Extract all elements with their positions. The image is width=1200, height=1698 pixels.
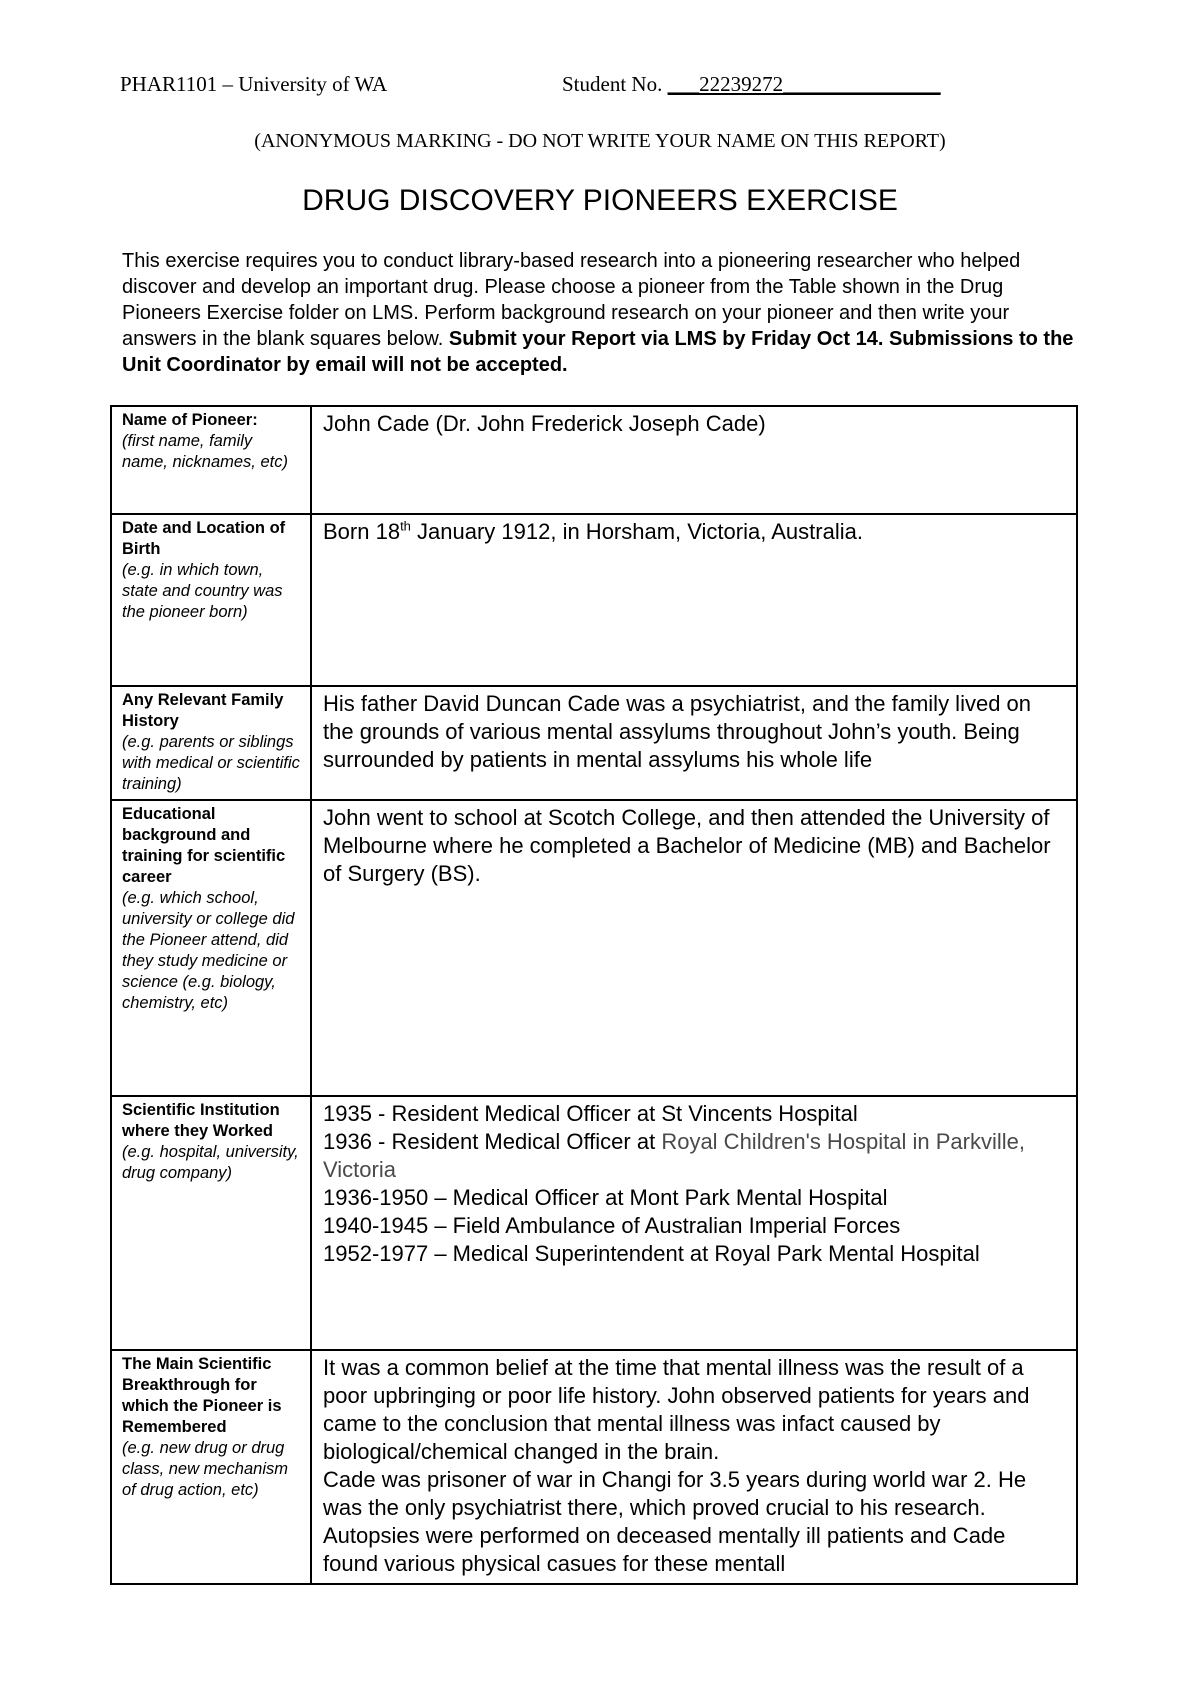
label-text: Name of Pioneer: — [122, 411, 258, 429]
table-row — [111, 1096, 1077, 1350]
row-label-name — [111, 406, 311, 514]
label-text: The Main Scientific Breakthrough for which the Pioneer is Remembered — [122, 1355, 282, 1436]
label-hint: (e.g. new drug or drug class, new mechanism of drug action, etc) — [122, 1439, 288, 1499]
answer-text: John went to school at Scotch College, and then attended the University of Melbourne where he completed a Bachelor of Medicine (MB) and Bachelor of Surgery (BS). — [323, 805, 1051, 886]
answer-institution[interactable] — [311, 1096, 1077, 1350]
label-hint: (e.g. hospital, university, drug company) — [122, 1143, 299, 1182]
table-row — [111, 406, 1077, 514]
answer-education[interactable] — [311, 800, 1077, 1096]
student-number — [562, 72, 941, 97]
pioneer-form-table — [110, 405, 1078, 1585]
answer-paragraph: It was a common belief at the time that mental illness was the result of a poor upbringing or poor life history. John observed patients for years and came to the conclusion that mental illness was infact caused by biological/chemical changed in the brain. — [323, 1355, 1030, 1464]
answer-name[interactable] — [311, 406, 1077, 514]
row-label-birth — [111, 514, 311, 686]
document-title: DRUG DISCOVERY PIONEERS EXERCISE — [302, 184, 898, 217]
label-text: Date and Location of Birth — [122, 519, 286, 558]
course-code: PHAR1101 – University of WA — [120, 72, 388, 96]
table-row — [111, 514, 1077, 686]
label-hint: (e.g. parents or siblings with medical or scientific training) — [122, 733, 300, 793]
answer-paragraph: Cade was prisoner of war in Changi for 3.5 years during world war 2. He was the only psychiatrist there, which proved crucial to his research. Autopsies were performed on deceased mentally ill patients and Cade found various physical casues for these mentall — [323, 1467, 1027, 1576]
label-text: Any Relevant Family History — [122, 691, 284, 730]
answer-text-part: January 1912, in Horsham, Victoria, Australia. — [410, 519, 863, 544]
row-label-breakthrough — [111, 1350, 311, 1584]
answer-text-part: Royal Children's Hospital in Parkville, Victoria — [323, 1129, 1026, 1182]
table-row — [111, 686, 1077, 800]
employment-line: 1936-1950 – Medical Officer at Mont Park Mental Hospital — [323, 1185, 888, 1210]
student-number-label: Student No. — [562, 72, 668, 96]
employment-line — [323, 1128, 1066, 1184]
ordinal-suffix: th — [400, 518, 411, 534]
employment-line: 1952-1977 – Medical Superintendent at Royal Park Mental Hospital — [323, 1241, 980, 1266]
row-label-institution — [111, 1096, 311, 1350]
answer-text — [323, 518, 1066, 546]
label-text: Educational background and training for scientific career — [122, 805, 286, 886]
label-hint: (first name, family name, nicknames, etc) — [122, 432, 288, 471]
anonymous-marking-notice: (ANONYMOUS MARKING - DO NOT WRITE YOUR NAME ON THIS REPORT) — [254, 130, 946, 152]
submission-instructions: Submit your Report via LMS by Friday Oct 14. Submissions to the Unit Coordinator by email will not be accepted. — [122, 328, 1074, 376]
answer-text: His father David Duncan Cade was a psychiatrist, and the family lived on the grounds of various mental assylums throughout John’s youth. Being surrounded by patients in mental assylums his whole life — [323, 691, 1032, 772]
answer-text-part: Born 18 — [323, 519, 401, 544]
answer-breakthrough[interactable] — [311, 1350, 1077, 1584]
table-row — [111, 1350, 1077, 1584]
label-hint: (e.g. which school, university or college did the Pioneer attend, did they study medicine or science (e.g. biology, chemistry, etc) — [122, 889, 295, 1012]
intro-paragraph — [122, 248, 1082, 378]
answer-text-part: 1936 - Resident Medical Officer at — [323, 1129, 662, 1154]
student-number-value: ___22239272_______________ — [667, 72, 941, 96]
intro-text: This exercise requires you to conduct library-based research into a pioneering researcher who helped discover and develop an important drug. Please choose a pioneer from the Table shown in the Drug Pioneers Exercise folder on LMS. Perform background research on your pioneer and then write your answers in the blank squares below. — [122, 250, 1021, 350]
employment-line: 1940-1945 – Field Ambulance of Australian Imperial Forces — [323, 1213, 901, 1238]
label-text: Scientific Institution where they Worked — [122, 1101, 280, 1140]
table-row — [111, 800, 1077, 1096]
answer-birth[interactable] — [311, 514, 1077, 686]
answer-text: John Cade (Dr. John Frederick Joseph Cade) — [323, 411, 766, 436]
answer-family[interactable] — [311, 686, 1077, 800]
row-label-family — [111, 686, 311, 800]
employment-line: 1935 - Resident Medical Officer at St Vincents Hospital — [323, 1101, 858, 1126]
label-hint: (e.g. in which town, state and country was the pioneer born) — [122, 561, 283, 621]
row-label-education — [111, 800, 311, 1096]
